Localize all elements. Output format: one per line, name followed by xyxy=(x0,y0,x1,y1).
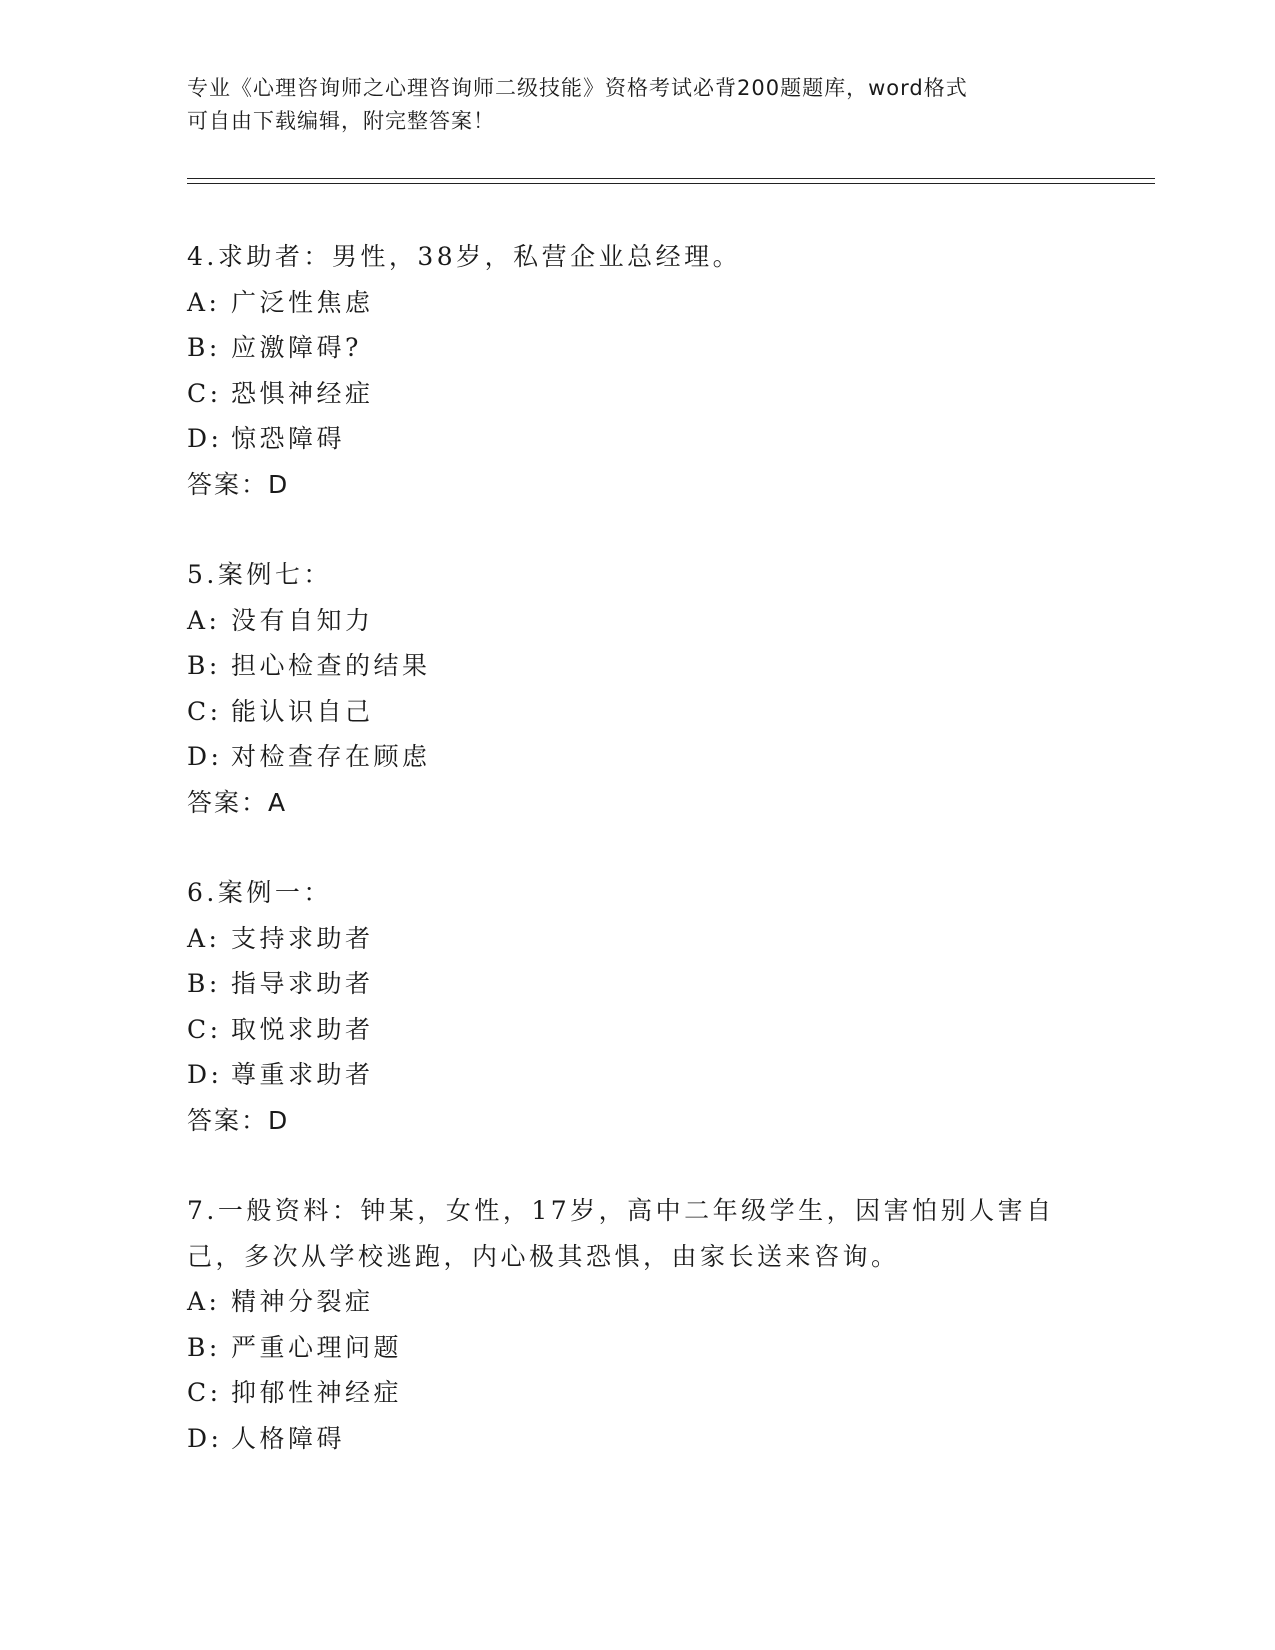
option-letter: B: xyxy=(187,333,221,362)
option-c xyxy=(187,371,1087,417)
option-letter: C: xyxy=(187,1014,222,1044)
option-a xyxy=(187,1279,1087,1325)
option-text: 抑郁性神经症 xyxy=(231,1378,403,1407)
option-text: 人格障碍 xyxy=(231,1423,346,1453)
question-4 xyxy=(187,234,1087,507)
option-b xyxy=(187,325,1087,371)
option-b xyxy=(187,643,1087,689)
option-d xyxy=(187,416,1087,462)
header-line-1: 专业《心理咨询师之心理咨询师二级技能》资格考试必背200题题库，word格式 xyxy=(187,76,968,100)
question-7 xyxy=(187,1188,1087,1461)
answer-value: D xyxy=(268,469,290,499)
answer-label: 答案： xyxy=(187,469,269,499)
answer-label: 答案： xyxy=(187,787,269,817)
answer-value: D xyxy=(268,1105,290,1135)
option-letter: C: xyxy=(187,378,222,408)
answer-line xyxy=(187,462,1087,508)
option-letter: D: xyxy=(187,1060,223,1089)
option-text: 精神分裂症 xyxy=(231,1287,374,1316)
question-stem: 7.一般资料：钟某，女性，17岁，高中二年级学生，因害怕别人害自己，多次从学校逃跑，内心极其恐惧，由家长送来咨询。 xyxy=(187,1196,1055,1271)
answer-label: 答案： xyxy=(187,1105,269,1135)
option-text: 恐惧神经症 xyxy=(231,378,374,408)
question-stem: 4.求助者：男性，38岁，私营企业总经理。 xyxy=(187,242,742,271)
option-a xyxy=(187,598,1087,644)
option-text: 对检查存在顾虑 xyxy=(231,742,431,771)
option-letter: A: xyxy=(187,1287,221,1316)
option-text: 取悦求助者 xyxy=(231,1014,374,1044)
option-text: 广泛性焦虑 xyxy=(231,287,374,317)
option-c xyxy=(187,689,1087,735)
option-a xyxy=(187,280,1087,326)
document-header xyxy=(187,72,1067,138)
option-text: 惊恐障碍 xyxy=(231,424,346,453)
answer-line xyxy=(187,1098,1087,1144)
answer-line xyxy=(187,780,1087,826)
option-letter: B: xyxy=(187,1332,221,1362)
option-letter: A: xyxy=(187,923,221,953)
option-c xyxy=(187,1370,1087,1416)
option-text: 应激障碍? xyxy=(231,333,362,362)
option-b xyxy=(187,961,1087,1007)
option-a xyxy=(187,916,1087,962)
option-letter: A: xyxy=(187,287,221,317)
question-5 xyxy=(187,552,1087,825)
option-text: 能认识自己 xyxy=(231,696,374,726)
option-b xyxy=(187,1325,1087,1371)
option-d xyxy=(187,734,1087,780)
option-c xyxy=(187,1007,1087,1053)
option-letter: B: xyxy=(187,651,221,680)
header-line-2: 可自由下载编辑，附完整答案！ xyxy=(187,109,495,133)
option-letter: B: xyxy=(187,969,221,998)
question-6 xyxy=(187,870,1087,1143)
option-text: 指导求助者 xyxy=(231,969,374,998)
option-text: 尊重求助者 xyxy=(231,1060,374,1089)
option-letter: A: xyxy=(187,605,221,635)
question-stem: 5.案例七： xyxy=(187,560,332,589)
question-stem: 6.案例一： xyxy=(187,878,332,907)
option-text: 没有自知力 xyxy=(231,605,374,635)
header-rule-top xyxy=(187,178,1155,179)
option-letter: C: xyxy=(187,696,222,726)
option-letter: D: xyxy=(187,424,223,453)
option-letter: C: xyxy=(187,1378,222,1407)
option-text: 严重心理问题 xyxy=(231,1332,403,1362)
answer-value: A xyxy=(268,787,288,817)
option-d xyxy=(187,1416,1087,1462)
option-letter: D: xyxy=(187,1423,223,1453)
question-list xyxy=(187,234,1087,1506)
header-rule-bottom xyxy=(187,183,1155,184)
option-letter: D: xyxy=(187,742,223,771)
option-text: 担心检查的结果 xyxy=(231,651,431,680)
option-text: 支持求助者 xyxy=(231,923,374,953)
option-d xyxy=(187,1052,1087,1098)
